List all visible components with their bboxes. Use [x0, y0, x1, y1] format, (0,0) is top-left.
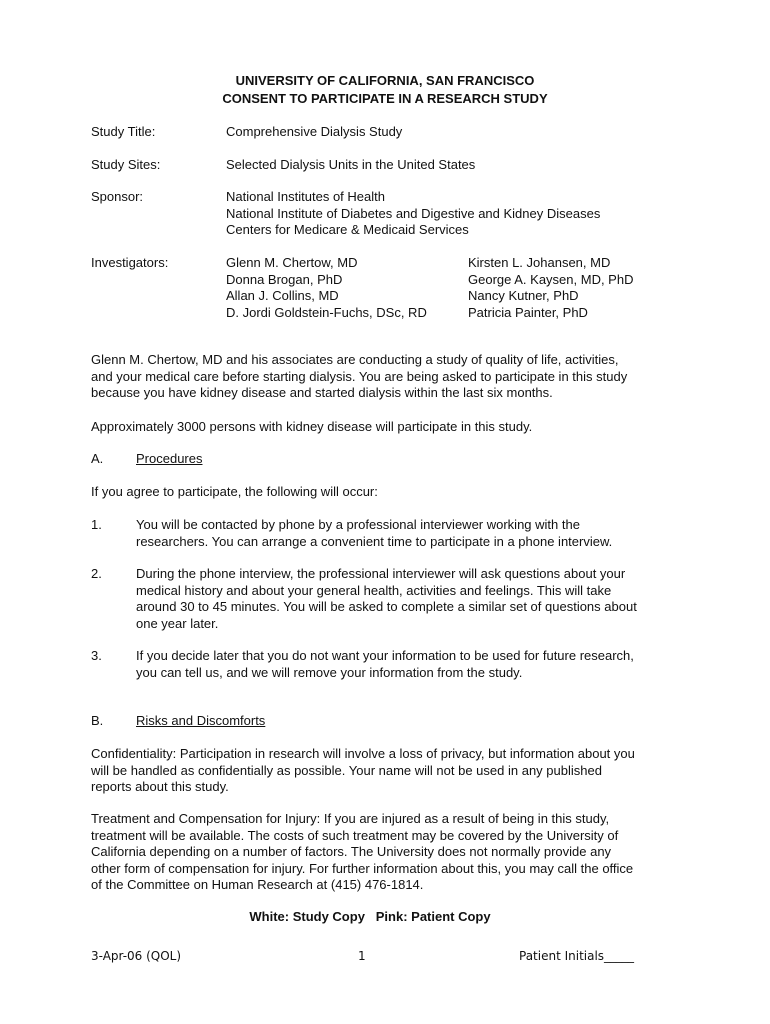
section-b-letter: B. — [91, 713, 104, 728]
procedure-line: medical history and about your general health, activities and feelings. This will take — [136, 582, 612, 598]
footer-patient-initials[interactable]: Patient Initials_____ — [519, 949, 635, 963]
sponsor-list — [226, 189, 600, 239]
procedure-item-3 — [136, 648, 634, 681]
procedure-number: 2. — [91, 566, 102, 581]
sponsor-item: National Institute of Diabetes and Digestive and Kidney Diseases — [226, 205, 601, 221]
copy-distribution-note: White: Study Copy Pink: Patient Copy — [249, 909, 491, 924]
document-heading-consent: CONSENT TO PARTICIPATE IN A RESEARCH STUDY — [222, 91, 548, 106]
treatment-line: treatment will be available. The costs of such treatment may be covered by the University of — [91, 827, 619, 843]
procedure-line: If you decide later that you do not want your information to be used for future research, — [136, 648, 634, 663]
study-sites-label: Study Sites: — [91, 157, 161, 172]
section-a-letter: A. — [91, 451, 104, 466]
confidentiality-paragraph — [91, 746, 635, 796]
procedure-item-1 — [136, 517, 612, 550]
confidentiality-line: Confidentiality: Participation in research will involve a loss of privacy, but information about you — [91, 746, 635, 761]
treatment-line: other form of compensation for injury. For further information about this, you may call the office — [91, 860, 634, 876]
intro-line: because you have kidney disease and started dialysis within the last six months. — [91, 385, 553, 400]
section-b-title: Risks and Discomforts — [136, 713, 266, 728]
investigator-name: Glenn M. Chertow, MD — [226, 255, 358, 270]
procedure-number: 1. — [91, 517, 102, 532]
procedure-line: you can tell us, and we will remove your information from the study. — [136, 664, 523, 680]
footer-page-number: 1 — [358, 949, 366, 963]
intro-line: Glenn M. Chertow, MD and his associates are conducting a study of quality of life, activities, — [91, 352, 619, 367]
treatment-line: Treatment and Compensation for Injury: If you are injured as a result of being in this study, — [91, 811, 610, 826]
procedure-line: You will be contacted by phone by a professional interviewer working with the — [136, 517, 580, 532]
confidentiality-line: reports about this study. — [91, 779, 229, 794]
investigator-name: Patricia Painter, PhD — [468, 304, 588, 320]
participant-count-paragraph: Approximately 3000 persons with kidney disease will participate in this study. — [91, 419, 533, 434]
investigator-name: D. Jordi Goldstein-Fuchs, DSc, RD — [226, 304, 427, 320]
investigator-name: George A. Kaysen, MD, PhD — [468, 271, 634, 287]
procedure-line: around 30 to 45 minutes. You will be asked to complete a similar set of questions about — [136, 599, 637, 614]
study-title-value: Comprehensive Dialysis Study — [226, 124, 403, 139]
procedure-line: During the phone interview, the professional interviewer will ask questions about your — [136, 566, 626, 581]
investigators-column-2 — [468, 255, 633, 321]
sponsor-label: Sponsor: — [91, 189, 144, 204]
document-heading-university: UNIVERSITY OF CALIFORNIA, SAN FRANCISCO — [235, 73, 535, 88]
study-sites-value: Selected Dialysis Units in the United States — [226, 157, 476, 172]
investigator-name: Nancy Kutner, PhD — [468, 288, 579, 303]
confidentiality-line: will be handled as confidentially as possible. Your name will not be used in any published — [91, 762, 602, 778]
footer-date: 3-Apr-06 (QOL) — [91, 949, 182, 963]
study-title-label: Study Title: — [91, 124, 156, 139]
sponsor-item: National Institutes of Health — [226, 189, 385, 204]
procedure-line: one year later. — [136, 615, 219, 631]
treatment-line: of the Committee on Human Research at (415) 476-1814. — [91, 877, 424, 892]
investigator-name: Allan J. Collins, MD — [226, 288, 339, 303]
investigator-name: Kirsten L. Johansen, MD — [468, 255, 611, 270]
procedures-lead: If you agree to participate, the following will occur: — [91, 484, 378, 499]
procedure-number: 3. — [91, 648, 102, 663]
intro-line: and your medical care before starting dialysis. You are being asked to participate in this study — [91, 368, 628, 384]
treatment-line: California depending on a number of factors. The University does not normally provide any — [91, 844, 612, 859]
investigator-name: Donna Brogan, PhD — [226, 271, 343, 287]
treatment-compensation-paragraph — [91, 811, 633, 894]
procedure-line: researchers. You can arrange a convenient time to participate in a phone interview. — [136, 533, 613, 549]
investigators-column-1 — [226, 255, 427, 321]
intro-paragraph — [91, 352, 627, 402]
procedure-item-2 — [136, 566, 637, 632]
investigators-label: Investigators: — [91, 255, 169, 270]
sponsor-item: Centers for Medicare & Medicaid Services — [226, 222, 469, 237]
section-a-title: Procedures — [136, 451, 203, 466]
